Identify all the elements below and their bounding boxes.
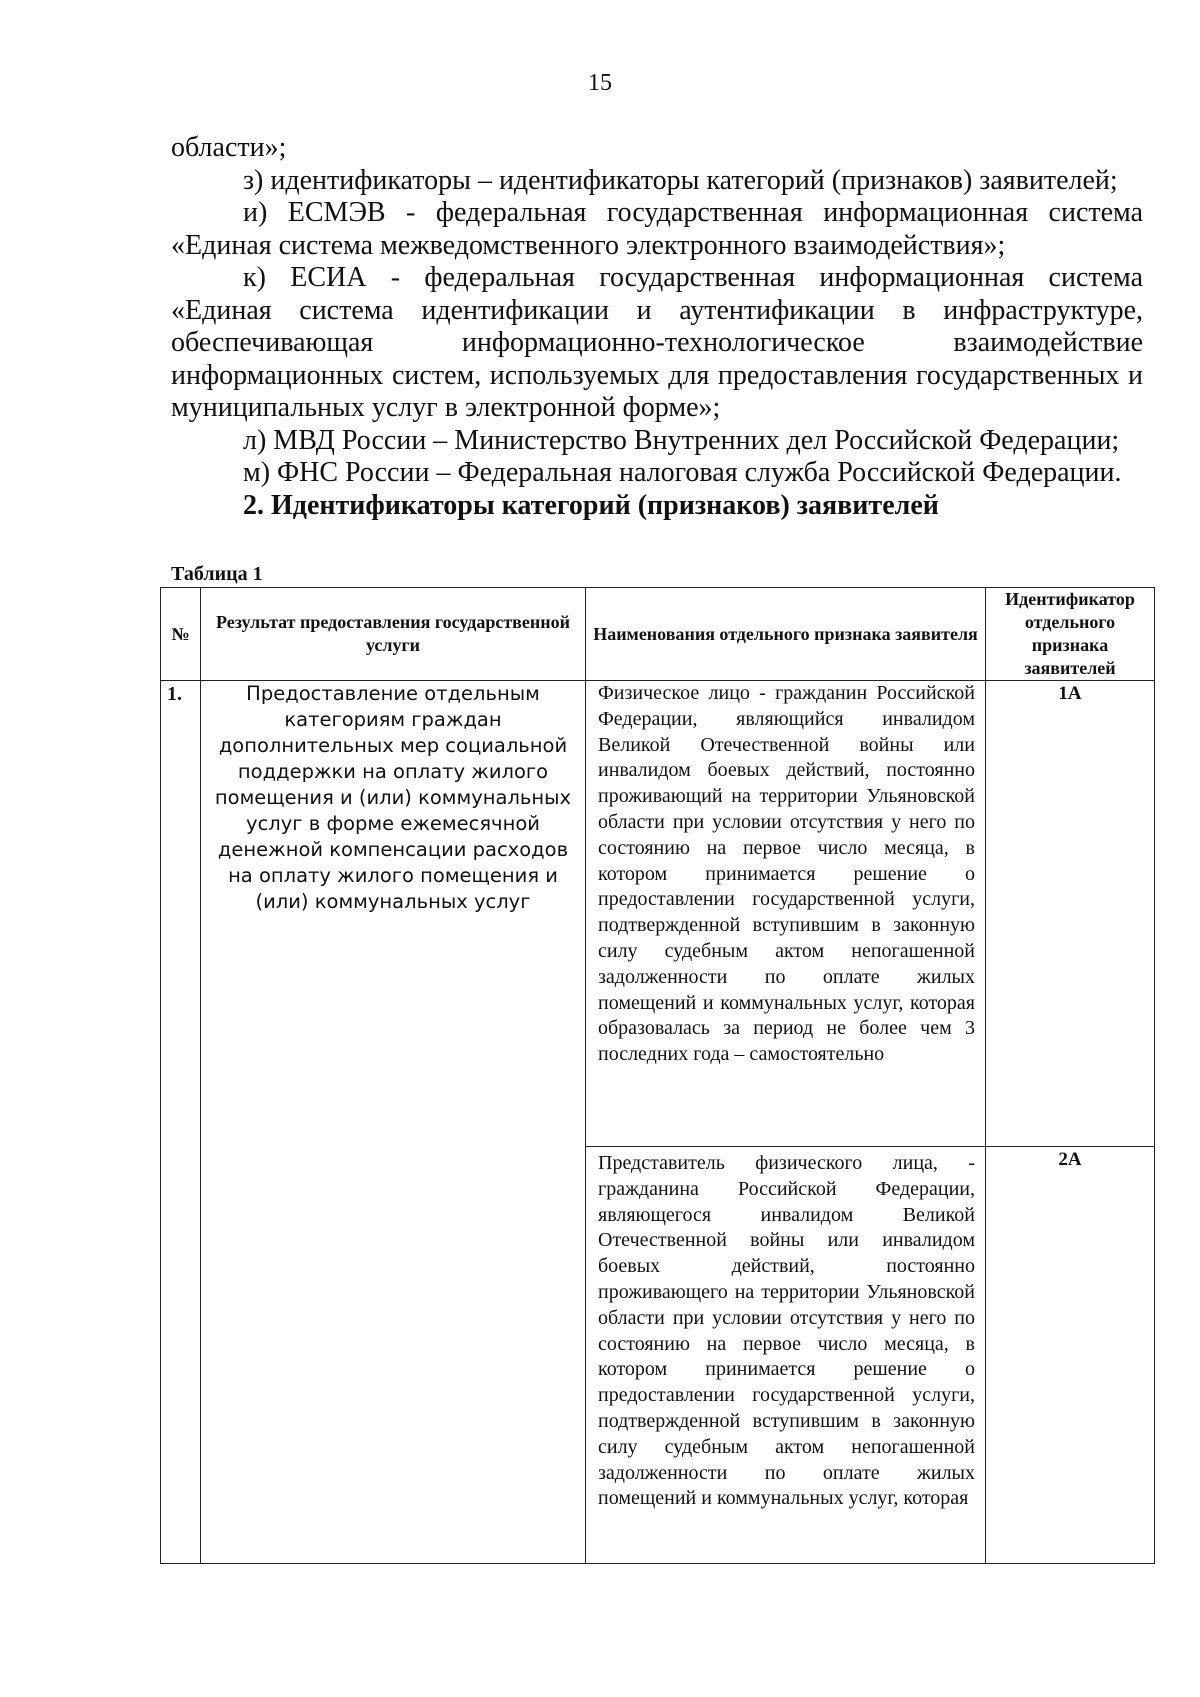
header-result: Результат предоставления государственной услуги — [201, 588, 586, 681]
paragraph: к) ЕСИА - федеральная государственная информационная система «Единая система идентификации и аутентификации в инфраструктуре, обеспечивающая информационно-технологическое взаимодействие информационных систем, используемых для предоставления государственных и муниципальных услуг в электронной форме»; — [171, 262, 1143, 423]
header-feature-name: Наименования отдельного признака заявителя — [586, 588, 986, 681]
paragraph: з) идентификаторы – идентификаторы категорий (признаков) заявителей; — [243, 164, 1118, 196]
feature-name: Физическое лицо - гражданин Российской Федерации, являющийся инвалидом Великой Отечественной войны или инвалидом боевых действий, постоянно проживающий на территории Ульяновской области при условии отсутствия у него по состоянию на первое число месяца, в котором принимается решение о предоставлении государственной услуги, подтвержденной вступившим в законную силу судебным актом непогашенной задолженности по оплате жилых помещений и коммунальных услуг, которая образовалась за период не более чем 3 последних года – самостоятельно — [586, 681, 986, 1147]
feature-name: Представитель физического лица, - гражданина Российской Федерации, являющегося инвалидом Великой Отечественной войны или инвалидом боевых действий, постоянно проживающего на территории Ульяновской области при условии отсутствия у него по состоянию на первое число месяца, в котором принимается решение о предоставлении государственной услуги, подтвержденной вступившим в законную силу судебным актом непогашенной задолженности по оплате жилых помещений и коммунальных услуг, которая — [586, 1147, 986, 1564]
body-text — [171, 132, 1143, 522]
table-caption: Таблица 1 — [171, 563, 263, 585]
service-result: Предоставление отдельным категориям граждан дополнительных мер социальной поддержки на оплату жилого помещения и (или) коммунальных услуг в форме ежемесячной денежной компенсации расходов на оплату жилого помещения и (или) коммунальных услуг — [201, 681, 586, 1564]
paragraph: и) ЕСМЭВ - федеральная государственная информационная система «Единая система межведомственного электронного взаимодействия»; — [171, 197, 1143, 261]
table-row — [161, 681, 1155, 1147]
section-heading: 2. Идентификаторы категорий (признаков) заявителей — [243, 489, 939, 521]
paragraph: л) МВД России – Министерство Внутренних дел Российской Федерации; — [243, 424, 1120, 456]
paragraph: м) ФНС России – Федеральная налоговая служба Российской Федерации. — [243, 457, 1122, 488]
paragraph: области»; — [171, 132, 287, 163]
page-number: 15 — [588, 70, 612, 96]
table-header-row — [161, 588, 1155, 681]
feature-identifier: 1А — [986, 681, 1155, 1147]
header-number: № — [161, 588, 201, 681]
row-number: 1. — [161, 681, 201, 1564]
feature-identifier: 2А — [986, 1147, 1155, 1564]
header-identifier: Идентификатор отдельного признака заявителей — [986, 588, 1155, 681]
identifiers-table — [160, 587, 1155, 1564]
